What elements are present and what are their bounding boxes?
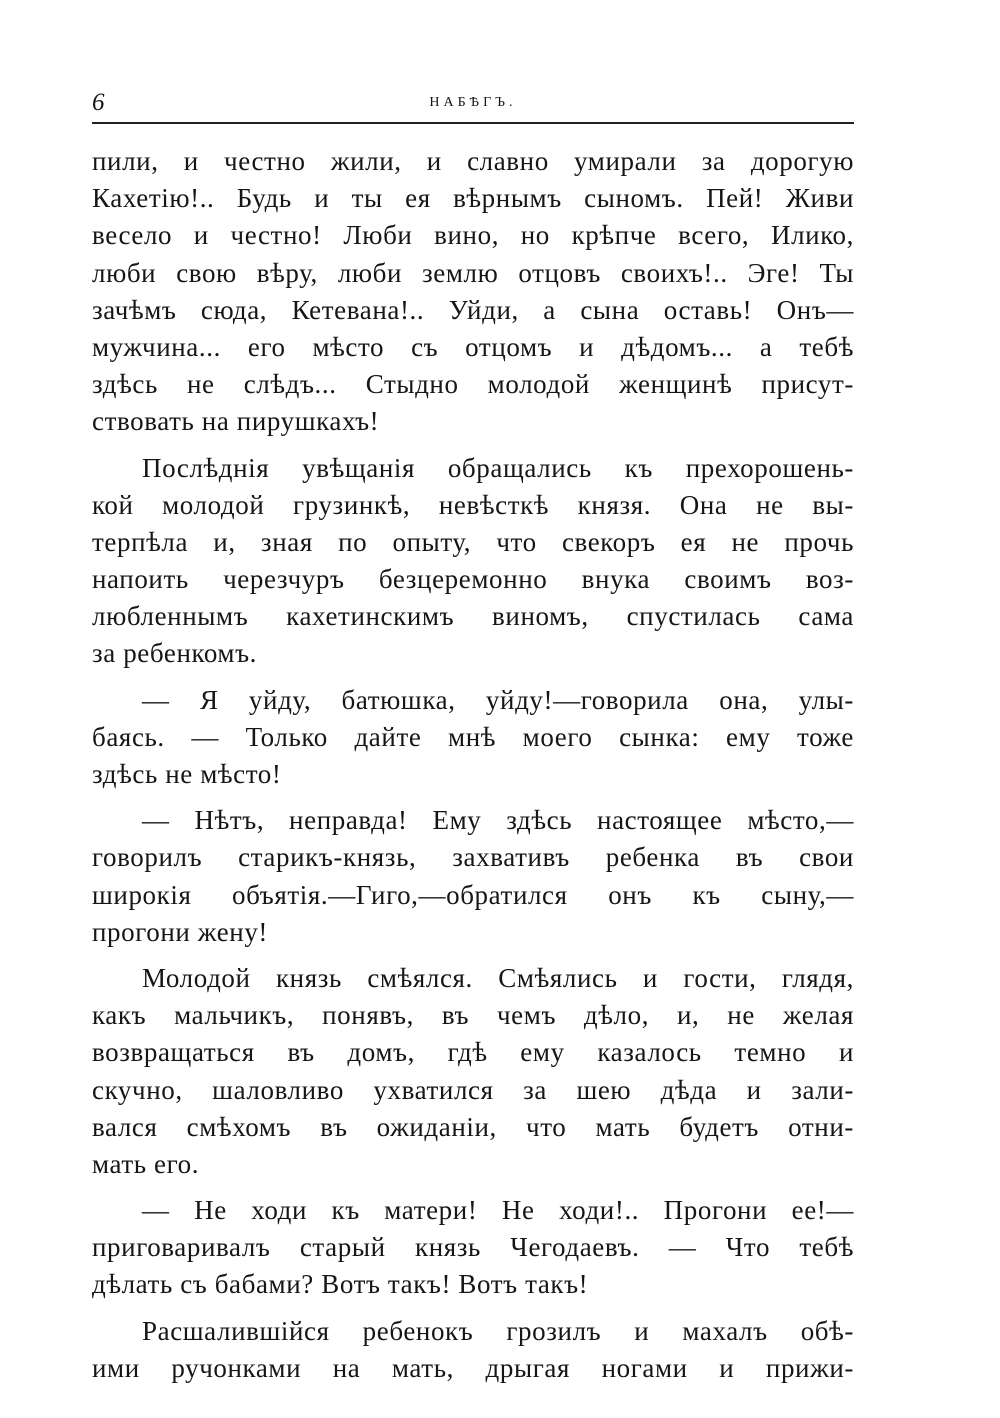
text-line: говорилъ старикъ-князь, захвативъ ребенка въ свои <box>92 842 854 873</box>
text-line: люби свою вѣру, люби землю отцовъ своихъ!.. Эге! Ты <box>92 257 854 288</box>
text-line: возвращаться въ домъ, гдѣ ему казалось темно и <box>92 1037 854 1068</box>
text-line: — Я уйду, батюшка, уйду!—говорила она, улы- <box>142 684 854 715</box>
text-line: скучно, шаловливо ухватился за шею дѣда и зали- <box>92 1074 854 1105</box>
text-line: кой молодой грузинкѣ, невѣсткѣ князя. Она не вы- <box>92 489 854 520</box>
text-line: ствовать на пирушкахъ! <box>92 406 380 437</box>
text-line: широкія объятія.—Гиго,—обратился онъ къ сыну,— <box>92 879 854 910</box>
text-line: какъ мальчикъ, понявъ, въ чемъ дѣло, и, не желая <box>92 1000 854 1031</box>
text-line: терпѣла и, зная по опыту, что свекоръ ея не прочь <box>92 526 854 557</box>
header-rule <box>92 122 854 124</box>
text-line: зачѣмъ сюда, Кетевана!.. Уйди, а сына оставь! Онъ— <box>92 294 854 325</box>
running-title: НАБѢГЪ. <box>429 95 517 110</box>
paragraph <box>92 1192 854 1304</box>
text-line: весело и честно! Люби вино, но крѣпче всего, Илико, <box>92 220 854 251</box>
paragraph <box>92 450 854 673</box>
text-line: мать его. <box>92 1148 200 1179</box>
text-line: дѣлать съ бабами? Вотъ такъ! Вотъ такъ! <box>92 1269 589 1300</box>
paragraph <box>92 682 854 794</box>
text-line: Расшалившійся ребенокъ грозилъ и махалъ обѣ- <box>142 1315 854 1346</box>
text-line: — Не ходи къ матери! Не ходи!.. Прогони ее!— <box>142 1195 854 1226</box>
text-line: Молодой князь смѣялся. Смѣялись и гости, глядя, <box>142 962 854 993</box>
text-line: Послѣднія увѣщанія обращались къ прехорошень- <box>142 452 854 483</box>
text-line: здѣсь не слѣдъ... Стыдно молодой женщинѣ присут- <box>92 369 854 400</box>
text-line: за ребенкомъ. <box>92 638 258 669</box>
page-number: 6 <box>92 89 105 116</box>
text-line: напоить черезчуръ безцеремонно внука своимъ воз- <box>92 564 854 595</box>
text-line: вался смѣхомъ въ ожиданіи, что мать будетъ отни- <box>92 1111 854 1142</box>
paragraph <box>92 143 854 441</box>
paragraph <box>92 1313 854 1387</box>
text-line: мужчина... его мѣсто съ отцомъ и дѣдомъ... а тебѣ <box>92 331 854 362</box>
text-line: баясь. — Только дайте мнѣ моего сынка: ему тоже <box>92 721 854 752</box>
text-line: — Нѣтъ, неправда! Ему здѣсь настоящее мѣсто,— <box>142 805 854 836</box>
text-line: пили, и честно жили, и славно умирали за дорогую <box>92 146 854 176</box>
text-line: прогони жену! <box>92 916 269 947</box>
text-line: приговаривалъ старый князь Чегодаевъ. — Что тебѣ <box>92 1232 854 1263</box>
paragraph <box>92 960 854 1183</box>
text-line: ими ручонками на мать, дрыгая ногами и прижи- <box>92 1352 854 1383</box>
page-body <box>92 143 854 1387</box>
text-line: любленнымъ кахетинскимъ виномъ, спустилась сама <box>92 601 854 632</box>
text-line: Кахетію!.. Будь и ты ея вѣрнымъ сыномъ. Пей! Живи <box>92 183 854 214</box>
text-line: здѣсь не мѣсто! <box>92 759 282 789</box>
page-header <box>92 84 854 128</box>
paragraph <box>92 802 854 951</box>
